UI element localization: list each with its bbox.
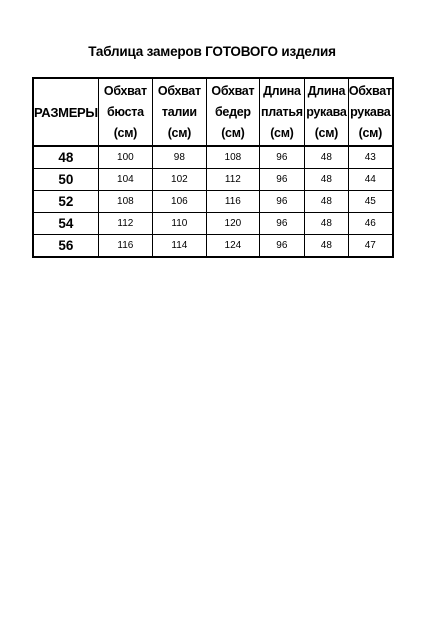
sleeve-girth-cell: 43	[348, 146, 392, 169]
header-sleeve-girth: Обхват рукава (см)	[348, 79, 392, 147]
sleeve-length-cell: 48	[304, 169, 348, 191]
bust-cell: 116	[98, 235, 152, 257]
dress-length-cell: 96	[259, 169, 304, 191]
page-title: Таблица замеров ГОТОВОГО изделия	[88, 44, 336, 59]
waist-cell: 102	[152, 169, 206, 191]
sleeve-length-cell: 48	[304, 213, 348, 235]
table-row	[34, 235, 393, 257]
bust-cell: 108	[98, 191, 152, 213]
hip-cell: 120	[206, 213, 259, 235]
size-chart-table	[33, 78, 393, 257]
header-sizes: РАЗМЕРЫ	[34, 79, 99, 147]
bust-cell: 100	[98, 146, 152, 169]
bust-cell: 104	[98, 169, 152, 191]
size-cell: 48	[34, 146, 99, 169]
table-row	[34, 169, 393, 191]
sleeve-length-cell: 48	[304, 146, 348, 169]
dress-length-cell: 96	[259, 213, 304, 235]
hip-cell: 124	[206, 235, 259, 257]
size-cell: 56	[34, 235, 99, 257]
hip-cell: 116	[206, 191, 259, 213]
table-row	[34, 213, 393, 235]
table-row	[34, 191, 393, 213]
size-cell: 52	[34, 191, 99, 213]
sleeve-girth-cell: 44	[348, 169, 392, 191]
waist-cell: 114	[152, 235, 206, 257]
waist-cell: 110	[152, 213, 206, 235]
header-bust-girth: Обхват бюста (см)	[98, 79, 152, 147]
header-waist-girth: Обхват талии (см)	[152, 79, 206, 147]
sleeve-length-cell: 48	[304, 191, 348, 213]
waist-cell: 98	[152, 146, 206, 169]
waist-cell: 106	[152, 191, 206, 213]
sleeve-girth-cell: 45	[348, 191, 392, 213]
table-header-row	[34, 79, 393, 147]
header-hip-girth: Обхват бедер (см)	[206, 79, 259, 147]
header-sleeve-length: Длина рукава (см)	[304, 79, 348, 147]
table-row	[34, 146, 393, 169]
sleeve-girth-cell: 46	[348, 213, 392, 235]
dress-length-cell: 96	[259, 146, 304, 169]
sleeve-girth-cell: 47	[348, 235, 392, 257]
bust-cell: 112	[98, 213, 152, 235]
dress-length-cell: 96	[259, 191, 304, 213]
size-cell: 50	[34, 169, 99, 191]
header-dress-length: Длина платья (см)	[259, 79, 304, 147]
size-cell: 54	[34, 213, 99, 235]
hip-cell: 112	[206, 169, 259, 191]
dress-length-cell: 96	[259, 235, 304, 257]
sleeve-length-cell: 48	[304, 235, 348, 257]
hip-cell: 108	[206, 146, 259, 169]
